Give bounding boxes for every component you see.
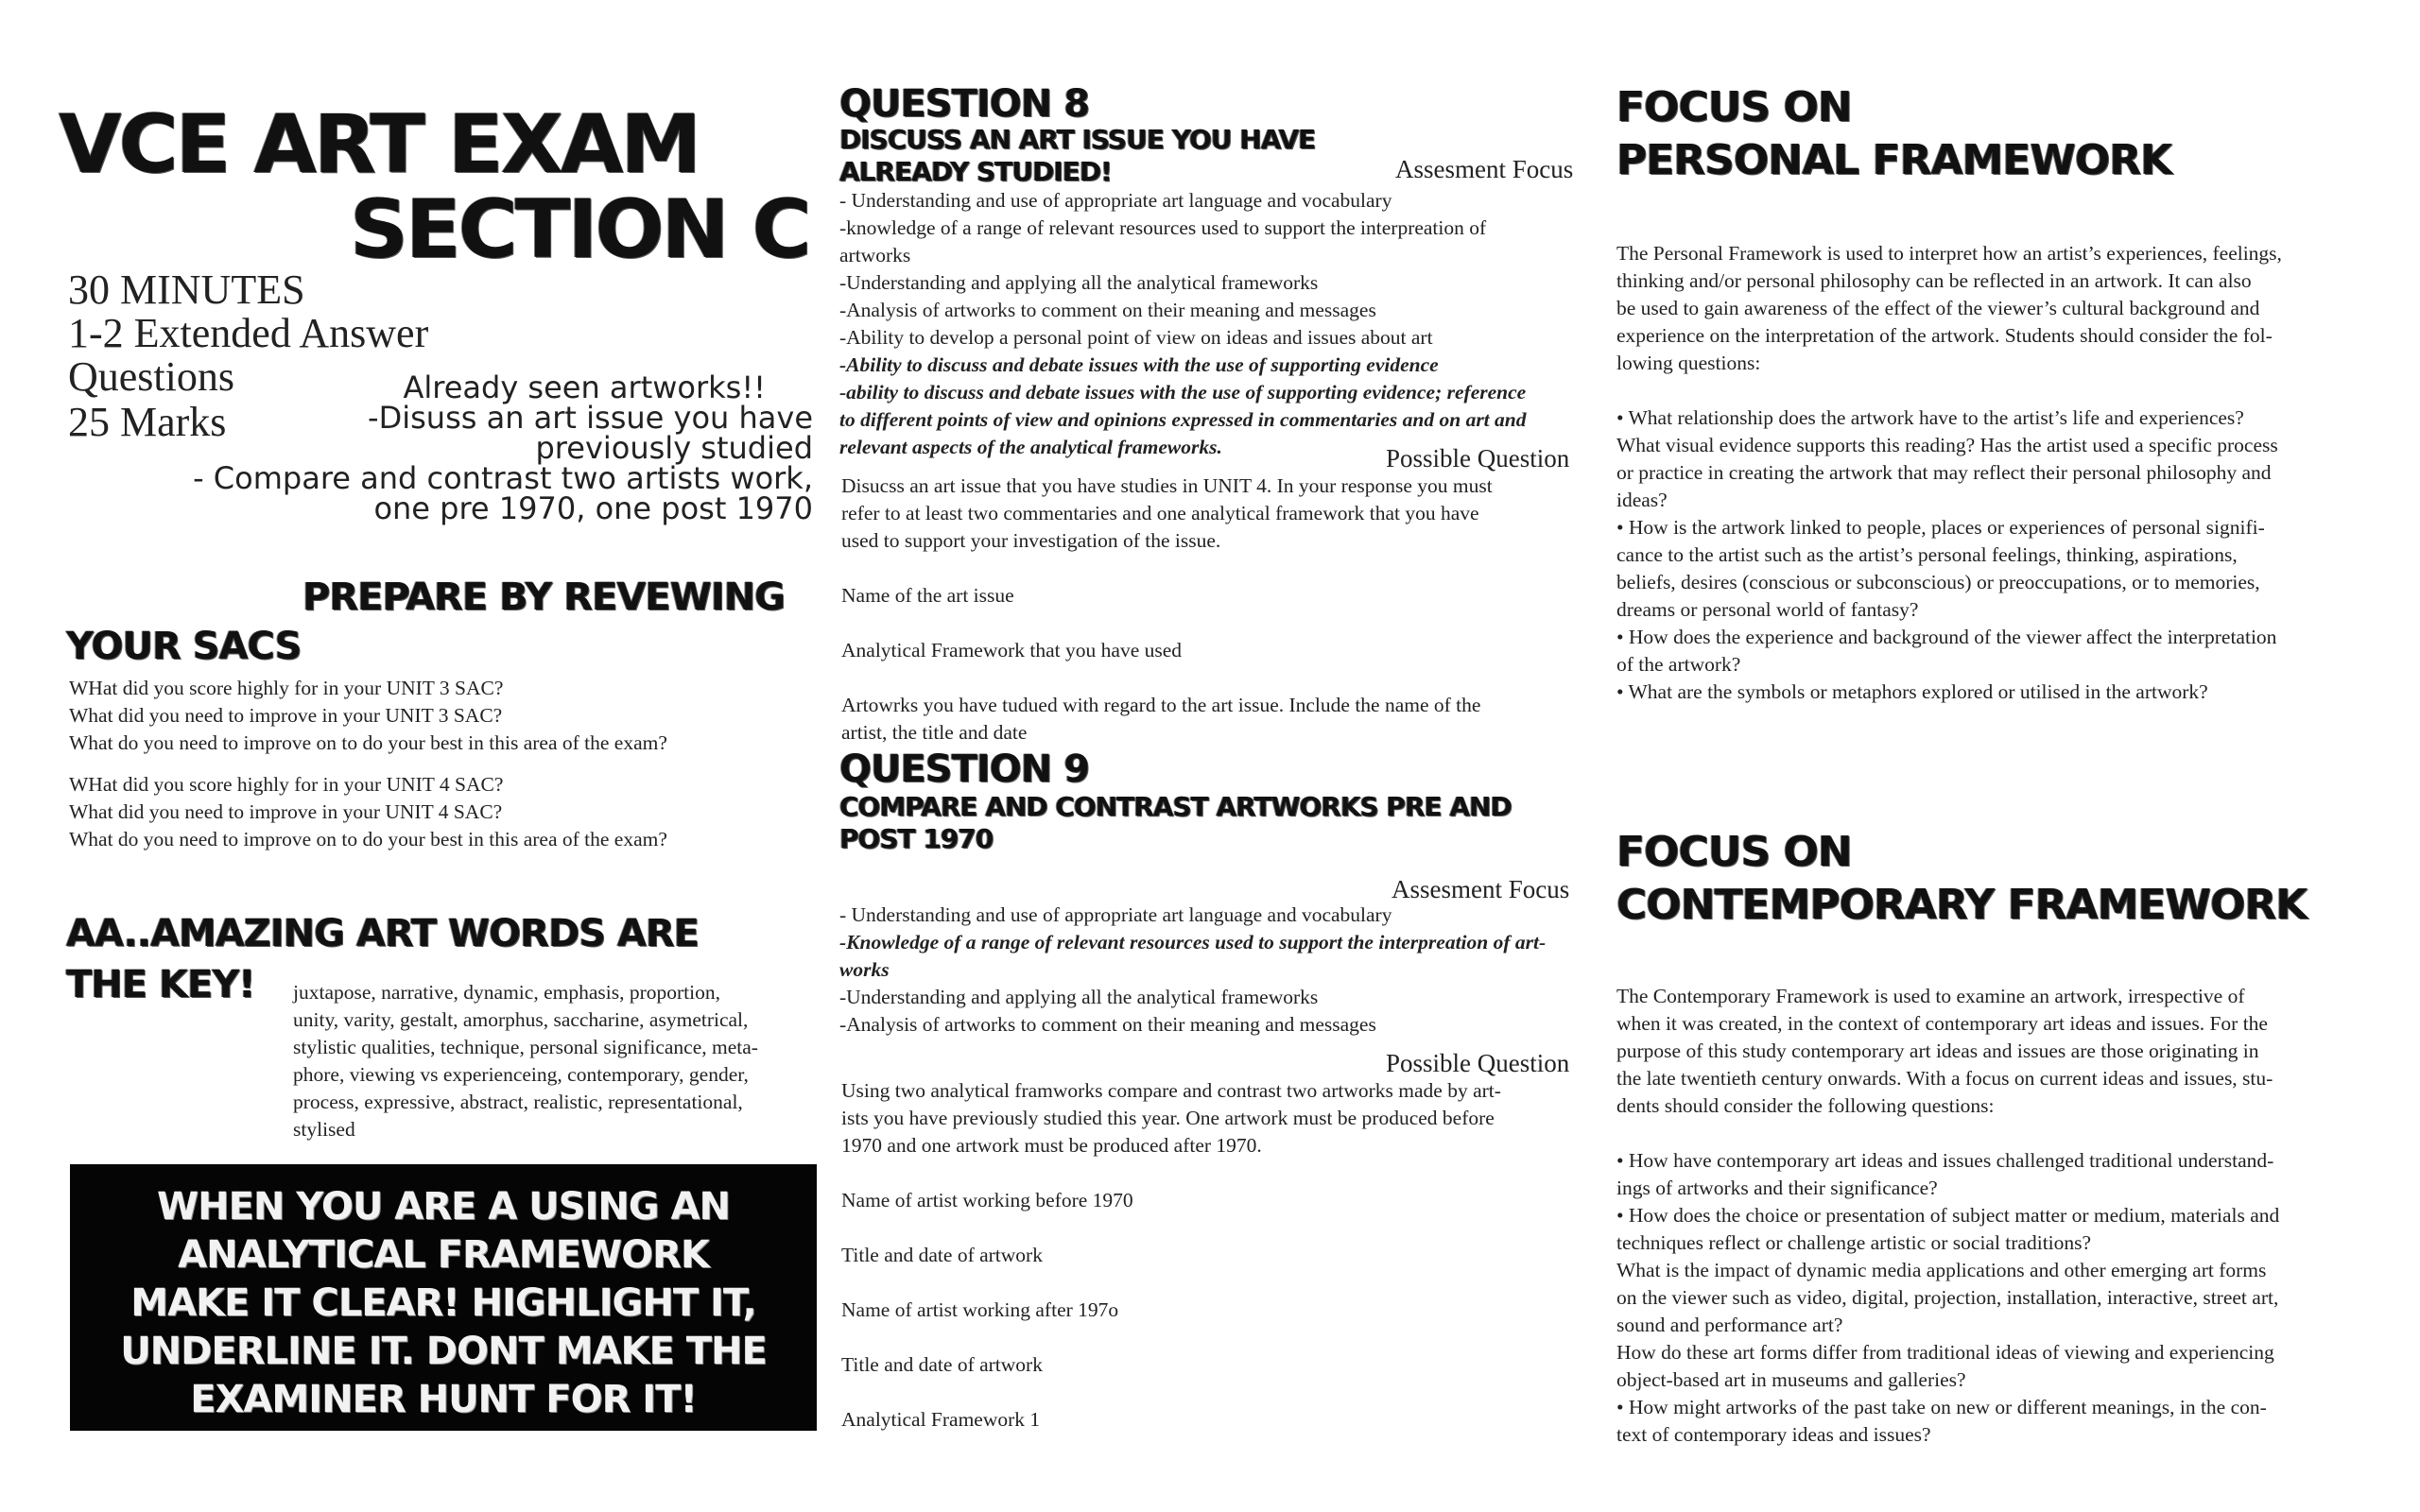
personal-framework-heading-line2: PERSONAL FRAMEWORK	[1616, 136, 2172, 184]
tip-line: MAKE IT CLEAR! HIGHLIGHT IT,	[130, 1281, 756, 1325]
note-line: previously studied	[535, 430, 813, 466]
personal-framework-questions	[1616, 404, 2278, 706]
question-line: used to support your investigation of the issue.	[841, 529, 1221, 552]
q9-prompt: Name of artist working after 197o	[841, 1298, 1119, 1321]
focus-line: -Analysis of artworks to comment on their meaning and messages	[839, 299, 1376, 321]
question-line: on the viewer such as video, digital, projection, installation, interactive, street art,	[1616, 1286, 2279, 1309]
q9-focus-label: Assesment Focus	[1392, 875, 1570, 903]
extended-answer-line2: Questions	[68, 353, 234, 400]
contemporary-framework-intro	[1616, 983, 2273, 1120]
q9-sub-line2: POST 1970	[839, 823, 994, 854]
q8-possible-label: Possible Question	[1386, 444, 1570, 472]
words-line: phore, viewing vs experienceing, contemporary, gender,	[293, 1063, 749, 1086]
focus-emph-line: -ability to discuss and debate issues with the use of supporting evidence; reference	[839, 381, 1527, 404]
question-line: dreams or personal world of fantasy?	[1616, 598, 1919, 621]
question-line: ideas?	[1616, 489, 1668, 511]
unit4-questions	[69, 771, 667, 853]
focus-line: -Understanding and applying all the analytical frameworks	[839, 271, 1319, 294]
words-line: stylised	[293, 1118, 355, 1141]
intro-line: experience on the interpretation of the artwork. Students should consider the fol-	[1616, 324, 2273, 347]
q9-possible-label: Possible Question	[1386, 1049, 1570, 1077]
tip-line: UNDERLINE IT. DONT MAKE THE	[120, 1330, 767, 1373]
question-line: • How is the artwork linked to people, places or experiences of personal signifi-	[1616, 516, 2265, 539]
focus-line: -Analysis of artworks to comment on their meaning and messages	[839, 1013, 1376, 1036]
question-line: What did you need to improve in your UNIT 3 SAC?	[69, 704, 503, 727]
focus-emph-line: to different points of view and opinions expressed in commentaries and on art and	[839, 408, 1527, 431]
art-words-heading-line2: THE KEY!	[66, 963, 255, 1006]
prompt-line: Artowrks you have tudued with regard to the art issue. Include the name of the	[841, 694, 1481, 716]
question-line: cance to the artist such as the artist’s personal feelings, thinking, aspirations,	[1616, 543, 2238, 566]
extended-answer-line1: 1-2 Extended Answer	[68, 310, 429, 356]
question-line: ings of artworks and their significance?	[1616, 1177, 1938, 1199]
intro-line: the late twentieth century onwards. With a focus on current ideas and issues, stu-	[1616, 1067, 2273, 1090]
q8-prompt-issue: Name of the art issue	[841, 584, 1014, 607]
q9-focus-list	[839, 902, 1546, 1039]
question-line: of the artwork?	[1616, 653, 1741, 676]
question-line: ists you have previously studied this year. One artwork must be produced before	[841, 1107, 1495, 1129]
focus-line: -Ability to develop a personal point of view on ideas and issues about art	[839, 326, 1433, 349]
q8-focus-label: Assesment Focus	[1395, 155, 1574, 183]
intro-line: when it was created, in the context of contemporary art ideas and issues. For the	[1616, 1012, 2268, 1035]
contemporary-framework-heading-line1: FOCUS ON	[1616, 828, 1852, 876]
question-line: How do these art forms differ from traditional ideas of viewing and experiencing	[1616, 1341, 2274, 1364]
q9-prompt: Analytical Framework 1	[841, 1408, 1041, 1431]
prompt-line: artist, the title and date	[841, 721, 1028, 744]
question-line: 1970 and one artwork must be produced after 1970.	[841, 1134, 1262, 1157]
q8-heading: QUESTION 8	[839, 82, 1090, 126]
question-line: • What are the symbols or metaphors explored or utilised in the artwork?	[1616, 680, 2208, 703]
q8-sub-line1: DISCUSS AN ART ISSUE YOU HAVE	[839, 124, 1316, 155]
note-line: one pre 1970, one post 1970	[373, 490, 813, 526]
words-line: unity, varity, gestalt, amorphus, saccharine, asymetrical,	[293, 1008, 749, 1031]
q9-prompt: Title and date of artwork	[841, 1244, 1043, 1266]
intro-line: The Contemporary Framework is used to examine an artwork, irrespective of	[1616, 985, 2245, 1007]
question-line: WHat did you score highly for in your UNIT 3 SAC?	[69, 677, 504, 699]
q9-sub-line1: COMPARE AND CONTRAST ARTWORKS PRE AND	[839, 791, 1512, 822]
question-line: or practice in creating the artwork that may reflect their personal philosophy and	[1616, 461, 2272, 484]
question-line: Disucss an art issue that you have studies in UNIT 4. In your response you must	[841, 474, 1493, 497]
question-line: • How does the choice or presentation of subject matter or medium, materials and	[1616, 1204, 2280, 1227]
question-line: • What relationship does the artwork have to the artist’s life and experiences?	[1616, 406, 2244, 429]
intro-line: thinking and/or personal philosophy can be reflected in an artwork. It can also	[1616, 269, 2252, 292]
question-line: WHat did you score highly for in your UNIT 4 SAC?	[69, 773, 504, 796]
focus-line: -knowledge of a range of relevant resources used to support the interpreation of	[839, 216, 1487, 239]
exam-notes	[113, 369, 813, 526]
question-line: What did you need to improve in your UNIT 4 SAC?	[69, 800, 503, 823]
words-line: process, expressive, abstract, realistic, representational,	[293, 1091, 743, 1113]
q8-prompt-artworks	[841, 692, 1480, 747]
note-line: Already seen artworks!!	[403, 369, 766, 405]
note-line: -Disuss an art issue you have	[368, 400, 813, 436]
focus-emph-line: works	[839, 958, 890, 981]
focus-line: artworks	[839, 244, 911, 266]
focus-line: -Understanding and applying all the analytical frameworks	[839, 986, 1319, 1008]
question-line: Using two analytical framworks compare and contrast two artworks made by art-	[841, 1079, 1501, 1102]
question-line: • How might artworks of the past take on new or different meanings, in the con-	[1616, 1396, 2267, 1418]
question-line: techniques reflect or challenge artistic or social traditions?	[1616, 1231, 2092, 1254]
intro-line: lowing questions:	[1616, 352, 1761, 374]
question-line: What do you need to improve on to do your best in this area of the exam?	[69, 731, 667, 754]
question-line: What do you need to improve on to do your best in this area of the exam?	[69, 828, 667, 850]
framework-tip-box	[70, 1164, 817, 1431]
question-line: What visual evidence supports this reading? Has the artist used a specific process	[1616, 434, 2278, 456]
words-line: juxtapose, narrative, dynamic, emphasis, proportion,	[293, 981, 720, 1004]
intro-line: be used to gain awareness of the effect of the viewer’s cultural background and	[1616, 297, 2260, 319]
question-line: text of contemporary ideas and issues?	[1616, 1423, 1931, 1446]
question-line: object-based art in museums and galleries?	[1616, 1368, 1966, 1391]
exam-marks: 25 Marks	[68, 399, 227, 445]
q8-focus-list	[839, 187, 1527, 461]
intro-line: purpose of this study contemporary art ideas and issues are those originating in	[1616, 1040, 2259, 1062]
question-line: refer to at least two commentaries and one analytical framework that you have	[841, 502, 1479, 524]
question-line: beliefs, desires (conscious or subconscious) or preoccupations, or to memories,	[1616, 571, 2260, 593]
question-line: What is the impact of dynamic media applications and other emerging art forms	[1616, 1259, 2267, 1281]
tip-line: ANALYTICAL FRAMEWORK	[178, 1233, 709, 1277]
personal-framework-intro	[1616, 240, 2282, 377]
note-line: - Compare and contrast two artists work,	[193, 460, 813, 496]
question-line: • How does the experience and background of the viewer affect the interpretation	[1616, 626, 2277, 648]
main-title-line2: SECTION C	[350, 182, 809, 277]
focus-emph-line: relevant aspects of the analytical frameworks.	[839, 436, 1222, 458]
unit3-questions	[69, 675, 667, 757]
q9-prompt: Title and date of artwork	[841, 1353, 1043, 1376]
intro-line: The Personal Framework is used to interpret how an artist’s experiences, feelings,	[1616, 242, 2282, 265]
q9-question-text	[841, 1077, 1501, 1160]
q8-prompt-framework: Analytical Framework that you have used	[841, 639, 1183, 662]
prepare-heading-line1: PREPARE BY REVEWING	[302, 576, 786, 619]
contemporary-framework-questions	[1616, 1147, 2279, 1449]
main-title-line1: VCE ART EXAM	[59, 97, 700, 192]
art-words-list	[293, 979, 758, 1143]
contemporary-framework-heading-line2: CONTEMPORARY FRAMEWORK	[1616, 881, 2308, 929]
tip-line: WHEN YOU ARE A USING AN	[156, 1185, 730, 1228]
focus-line: - Understanding and use of appropriate art language and vocabulary	[839, 903, 1392, 926]
personal-framework-heading-line1: FOCUS ON	[1616, 83, 1852, 131]
words-line: stylistic qualities, technique, personal significance, meta-	[293, 1036, 758, 1058]
question-line: • How have contemporary art ideas and issues challenged traditional understand-	[1616, 1149, 2274, 1172]
intro-line: dents should consider the following questions:	[1616, 1094, 1995, 1117]
focus-emph-line: -Knowledge of a range of relevant resources used to support the interpreation of art-	[839, 931, 1547, 954]
prepare-heading-line2: YOUR SACS	[66, 625, 302, 668]
focus-line: - Understanding and use of appropriate art language and vocabulary	[839, 189, 1392, 212]
focus-emph-line: -Ability to discuss and debate issues with the use of supporting evidence	[839, 353, 1439, 376]
q8-question-text	[841, 472, 1493, 555]
q9-prompt: Name of artist working before 1970	[841, 1189, 1133, 1211]
q9-heading: QUESTION 9	[839, 747, 1090, 791]
tip-line: EXAMINER HUNT FOR IT!	[190, 1378, 697, 1421]
q8-sub-line2: ALREADY STUDIED!	[839, 156, 1112, 187]
exam-time: 30 MINUTES	[68, 266, 305, 313]
question-line: sound and performance art?	[1616, 1314, 1843, 1336]
art-words-heading-line1: AA..AMAZING ART WORDS ARE	[66, 912, 700, 955]
